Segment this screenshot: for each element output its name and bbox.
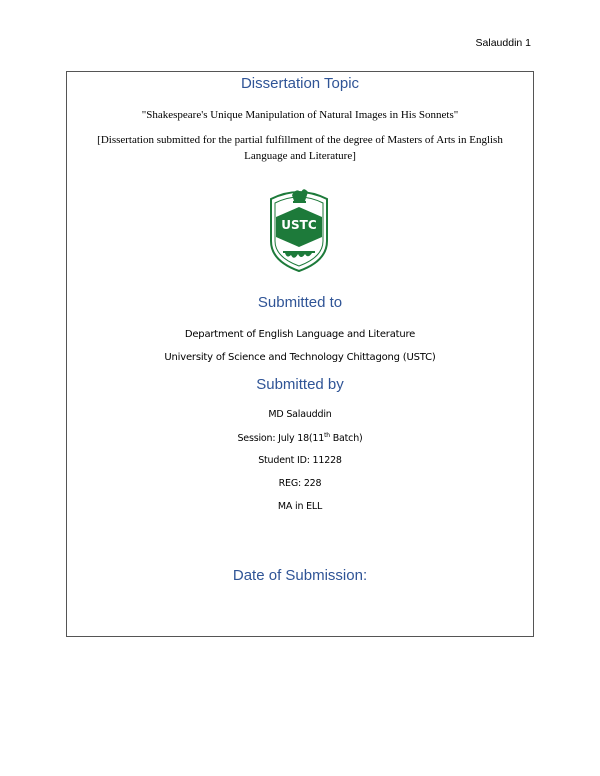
- ustc-logo-text: USTC: [281, 218, 317, 232]
- department-name: Department of English Language and Literature: [184, 329, 416, 340]
- ustc-crest-icon: [267, 181, 331, 273]
- submitted-by-heading: Submitted by: [256, 376, 344, 393]
- title-page-frame: [66, 71, 534, 637]
- dissertation-note-line-1: [Dissertation submitted for the partial fulfillment of the degree of Masters of Arts in English: [97, 134, 503, 146]
- session-sup: th: [324, 432, 330, 439]
- student-id: Student ID: 11228: [258, 455, 342, 466]
- university-name: University of Science and Technology Chittagong (USTC): [164, 352, 436, 363]
- dissertation-note-line-2: Language and Literature]: [244, 150, 356, 162]
- session-suffix: Batch): [329, 433, 363, 445]
- submitted-to-heading: Submitted to: [257, 294, 343, 311]
- dissertation-title: "Shakespeare's Unique Manipulation of Natural Images in His Sonnets": [141, 109, 459, 121]
- dissertation-topic-heading: Dissertation Topic: [240, 75, 360, 92]
- program-name: MA in ELL: [277, 501, 323, 512]
- session-prefix: Session: July 18(11: [237, 433, 325, 445]
- page-header-label: Salauddin 1: [475, 37, 531, 49]
- date-of-submission-heading: Date of Submission:: [232, 567, 368, 584]
- student-name: MD Salauddin: [268, 409, 332, 420]
- session-info: [67, 432, 533, 444]
- registration-number: REG: 228: [278, 478, 322, 489]
